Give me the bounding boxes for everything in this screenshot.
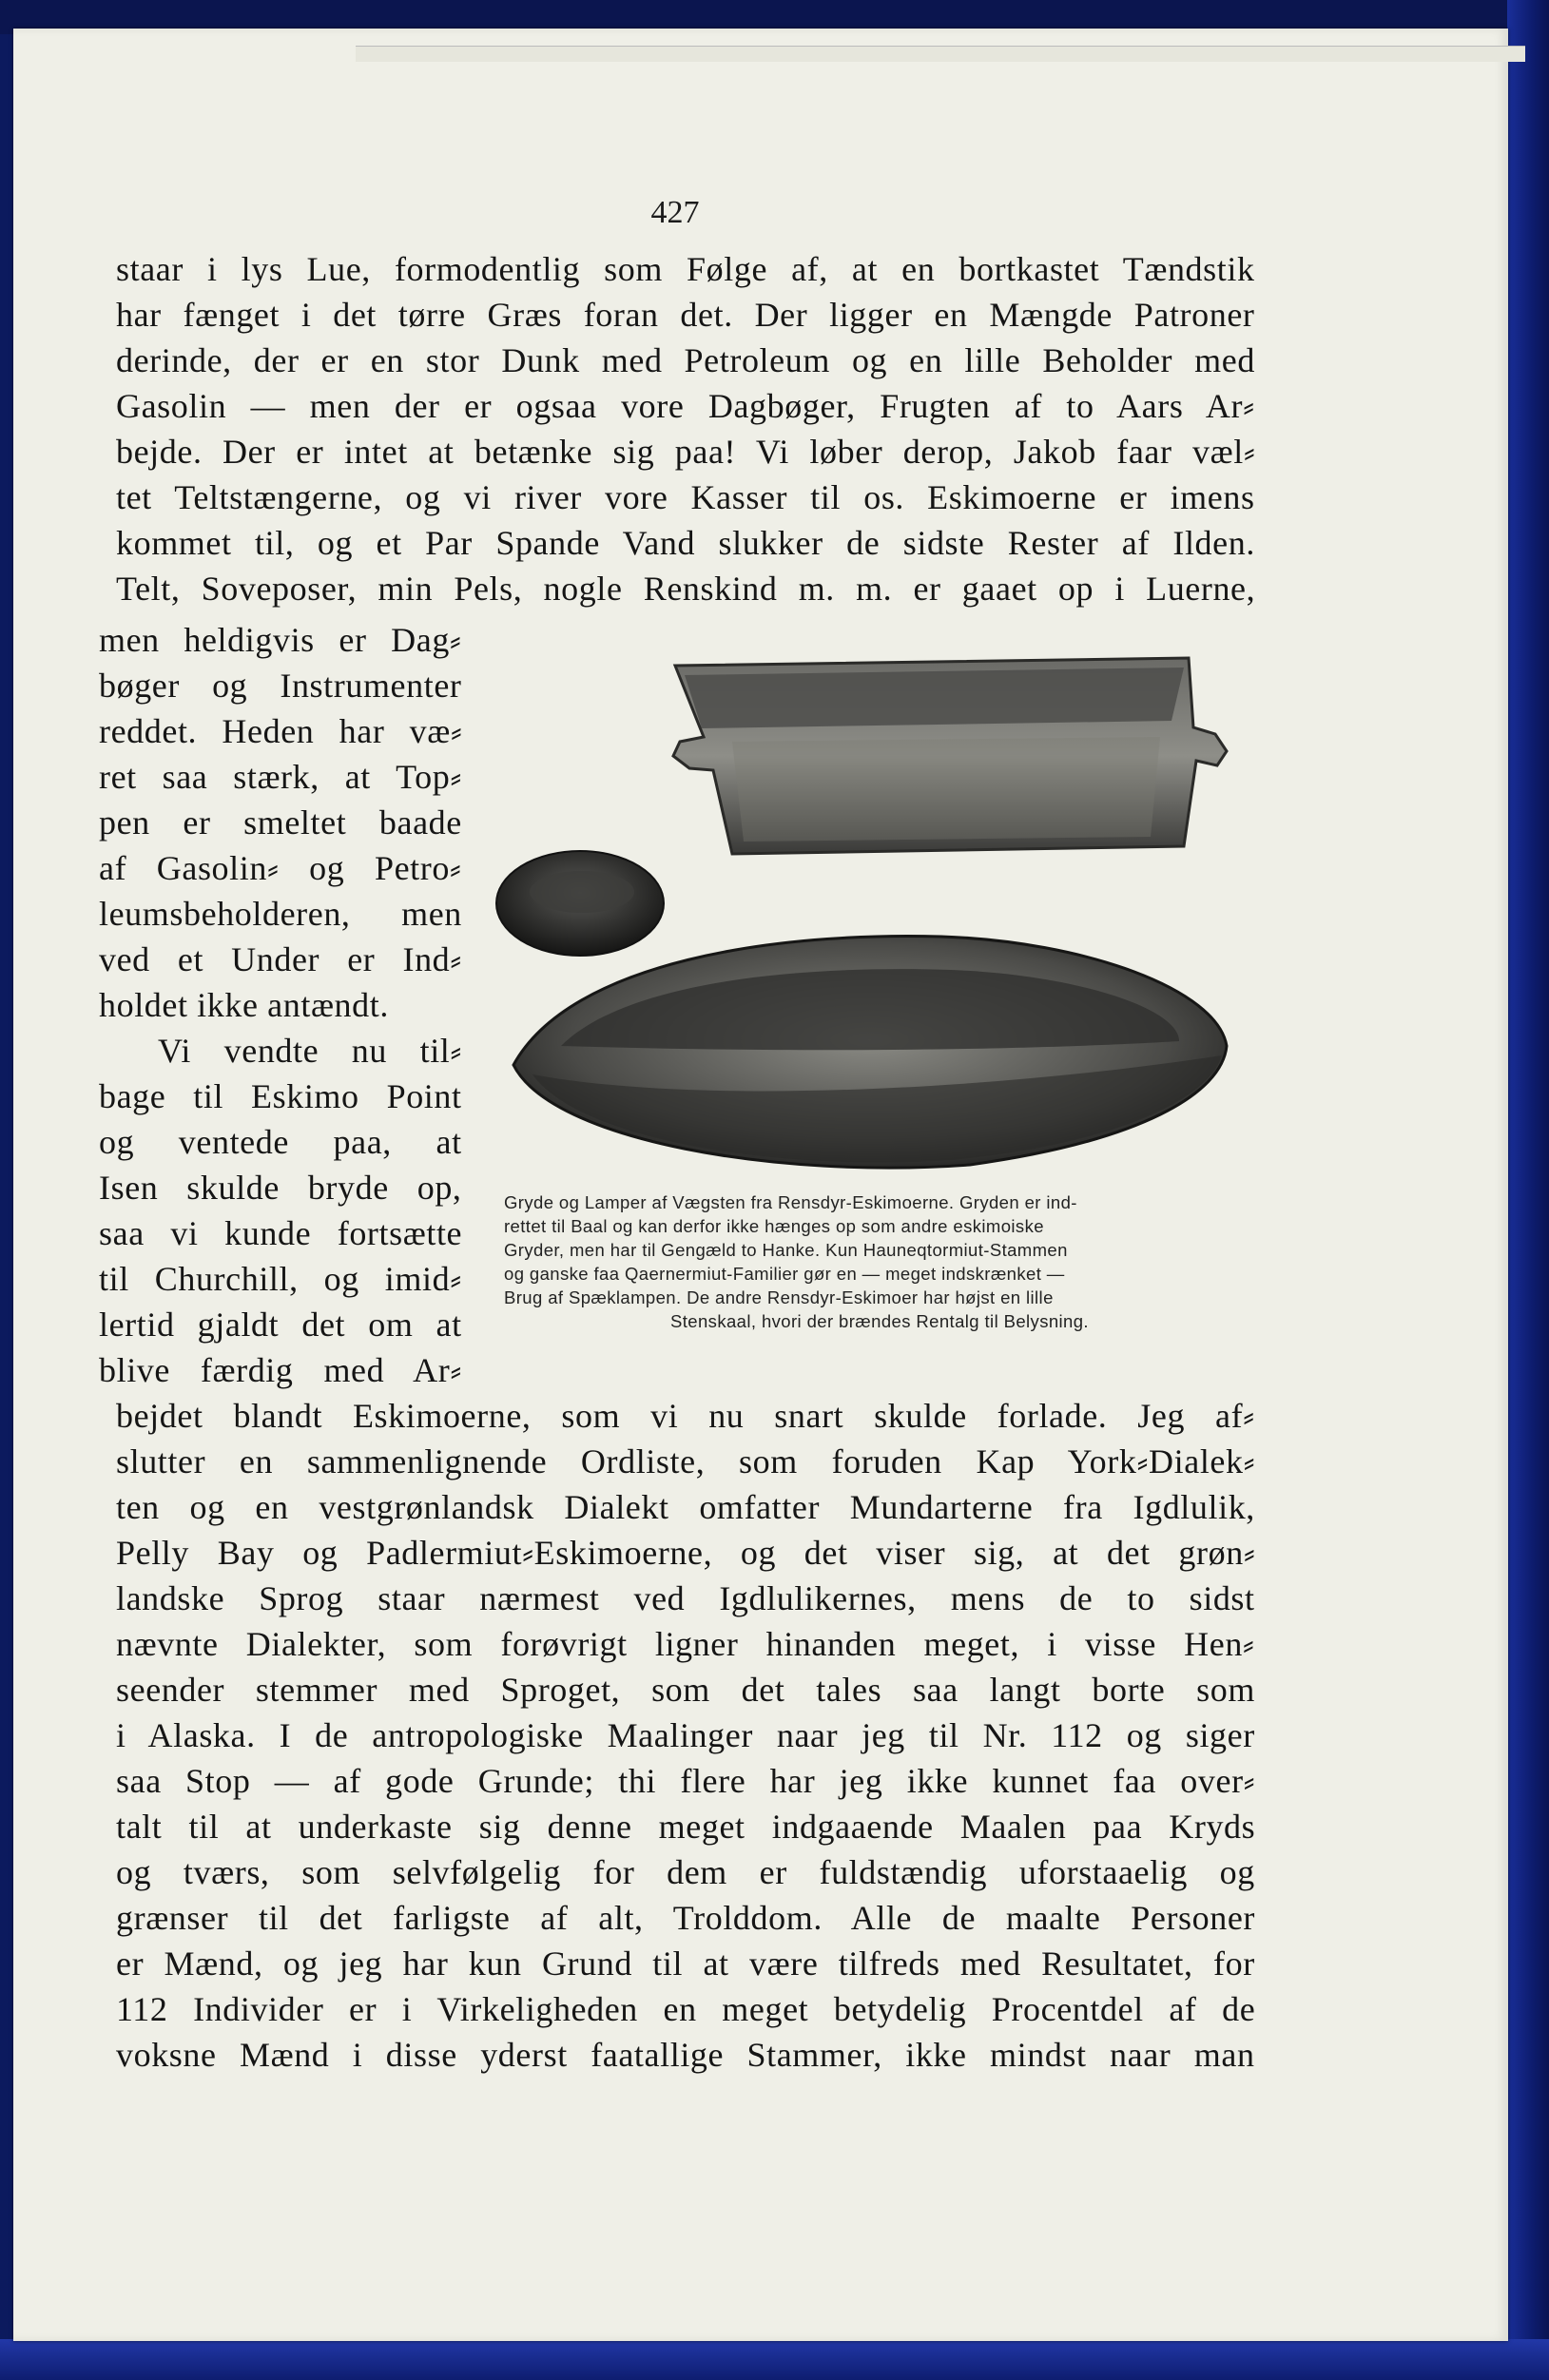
photo-illustration bbox=[494, 647, 1246, 1189]
text-line: holdet ikke antændt. bbox=[99, 986, 389, 1024]
caption-line: rettet til Baal og kan derfor ikke hænges op som andre eskimoiske bbox=[504, 1216, 1044, 1236]
text-line: af Gasolin⸗ og Petro⸗ bbox=[99, 849, 462, 887]
text-line: i Alaska. I de antropologiske Maalinger naar jeg til Nr. 112 og siger bbox=[116, 1716, 1255, 1754]
text-line: tet Teltstængerne, og vi river vore Kasser til os. Eskimoerne er imens bbox=[116, 478, 1255, 516]
text-line: har fænget i det tørre Græs foran det. Der ligger en Mængde Patroner bbox=[116, 296, 1255, 334]
text-line: blive færdig med Ar⸗ bbox=[99, 1351, 462, 1389]
text-line: til Churchill, og imid⸗ bbox=[99, 1260, 462, 1298]
text-line: reddet. Heden har væ⸗ bbox=[99, 712, 463, 750]
page-number: 427 bbox=[650, 195, 700, 230]
text-line: og tværs, som selvfølgelig for dem er fuldstændig uforstaaelig og bbox=[116, 1853, 1255, 1891]
text-line: ved et Under er Ind⸗ bbox=[99, 940, 462, 978]
text-line: Gasolin — men der er ogsaa vore Dagbøger, Frugten af to Aars Ar⸗ bbox=[116, 387, 1255, 425]
text-line: kommet til, og et Par Spande Vand slukker de sidste Rester af Ilden. bbox=[116, 524, 1255, 562]
figure-caption bbox=[504, 1190, 1255, 1333]
book-cover-edge bbox=[1507, 0, 1549, 2380]
caption-line: Stenskaal, hvori der brændes Rentalg til Belysning. bbox=[670, 1311, 1089, 1331]
text-line: bøger og Instrumenter bbox=[99, 667, 462, 705]
text-line: saa vi kunde fortsætte bbox=[99, 1214, 463, 1252]
stone-pots-photograph bbox=[494, 647, 1246, 1189]
text-line: saa Stop — af gode Grunde; thi flere har jeg ikke kunnet faa over⸗ bbox=[116, 1762, 1256, 1800]
text-line: 112 Individer er i Virkeligheden en meget betydelig Procentdel af de bbox=[116, 1990, 1256, 2028]
text-line: voksne Mænd i disse yderst faatallige Stammer, ikke mindst naar man bbox=[116, 2036, 1255, 2074]
page-edge-tab bbox=[356, 46, 1525, 62]
text-line: nævnte Dialekter, som forøvrigt ligner hinanden meget, i visse Hen⸗ bbox=[116, 1625, 1255, 1663]
text-line: men heldigvis er Dag⸗ bbox=[99, 621, 462, 659]
text-line: lertid gjaldt det om at bbox=[99, 1306, 462, 1344]
text-line: pen er smeltet baade bbox=[99, 803, 462, 842]
text-line: ret saa stærk, at Top⸗ bbox=[99, 758, 462, 796]
caption-line: Gryder, men har til Gengæld to Hanke. Kun Hauneqtormiut-Stammen bbox=[504, 1240, 1068, 1260]
text-line: seender stemmer med Sproget, som det tales saa langt borte som bbox=[116, 1671, 1255, 1709]
caption-line: Brug af Spæklampen. De andre Rensdyr-Eskimoer har højst en lille bbox=[504, 1287, 1054, 1307]
text-line: ten og en vestgrønlandsk Dialekt omfatter Mundarterne fra Igdlulik, bbox=[116, 1488, 1255, 1526]
text-line: staar i lys Lue, formodentlig som Følge af, at en bortkastet Tændstik bbox=[116, 250, 1255, 288]
text-line: bage til Eskimo Point bbox=[99, 1077, 462, 1115]
text-line: bejdet blandt Eskimoerne, som vi nu snart skulde forlade. Jeg af⸗ bbox=[116, 1397, 1255, 1435]
text-line: Isen skulde bryde op, bbox=[99, 1169, 462, 1207]
caption-line: og ganske faa Qaernermiut-Familier gør en — meget indskrænket — bbox=[504, 1264, 1065, 1284]
book-cover-bottom bbox=[0, 2339, 1549, 2380]
text-line: grænser til det farligste af alt, Trolddom. Alle de maalte Personer bbox=[116, 1899, 1256, 1937]
text-line: derinde, der er en stor Dunk med Petroleum og en lille Beholder med bbox=[116, 341, 1255, 379]
text-line: er Mænd, og jeg har kun Grund til at være tilfreds med Resultatet, for bbox=[116, 1945, 1255, 1983]
text-line: leumsbeholderen, men bbox=[99, 895, 462, 933]
caption-line: Gryde og Lamper af Vægsten fra Rensdyr-Eskimoerne. Gryden er ind- bbox=[504, 1192, 1077, 1212]
text-line: landske Sprog staar nærmest ved Igdlulikernes, mens de to sidst bbox=[116, 1579, 1255, 1617]
text-line: talt til at underkaste sig denne meget indgaaende Maalen paa Kryds bbox=[116, 1808, 1256, 1846]
text-line: Telt, Soveposer, min Pels, nogle Renskind m. m. er gaaet op i Luerne, bbox=[116, 570, 1256, 608]
text-line: Vi vendte nu til⸗ bbox=[158, 1032, 462, 1070]
text-line: bejde. Der er intet at betænke sig paa! Vi løber derop, Jakob faar væl⸗ bbox=[116, 433, 1256, 471]
text-line: slutter en sammenlignende Ordliste, som foruden Kap York⸗Dialek⸗ bbox=[116, 1442, 1256, 1480]
text-line: og ventede paa, at bbox=[99, 1123, 462, 1161]
text-line: Pelly Bay og Padlermiut⸗Eskimoerne, og det viser sig, at det grøn⸗ bbox=[116, 1534, 1256, 1572]
